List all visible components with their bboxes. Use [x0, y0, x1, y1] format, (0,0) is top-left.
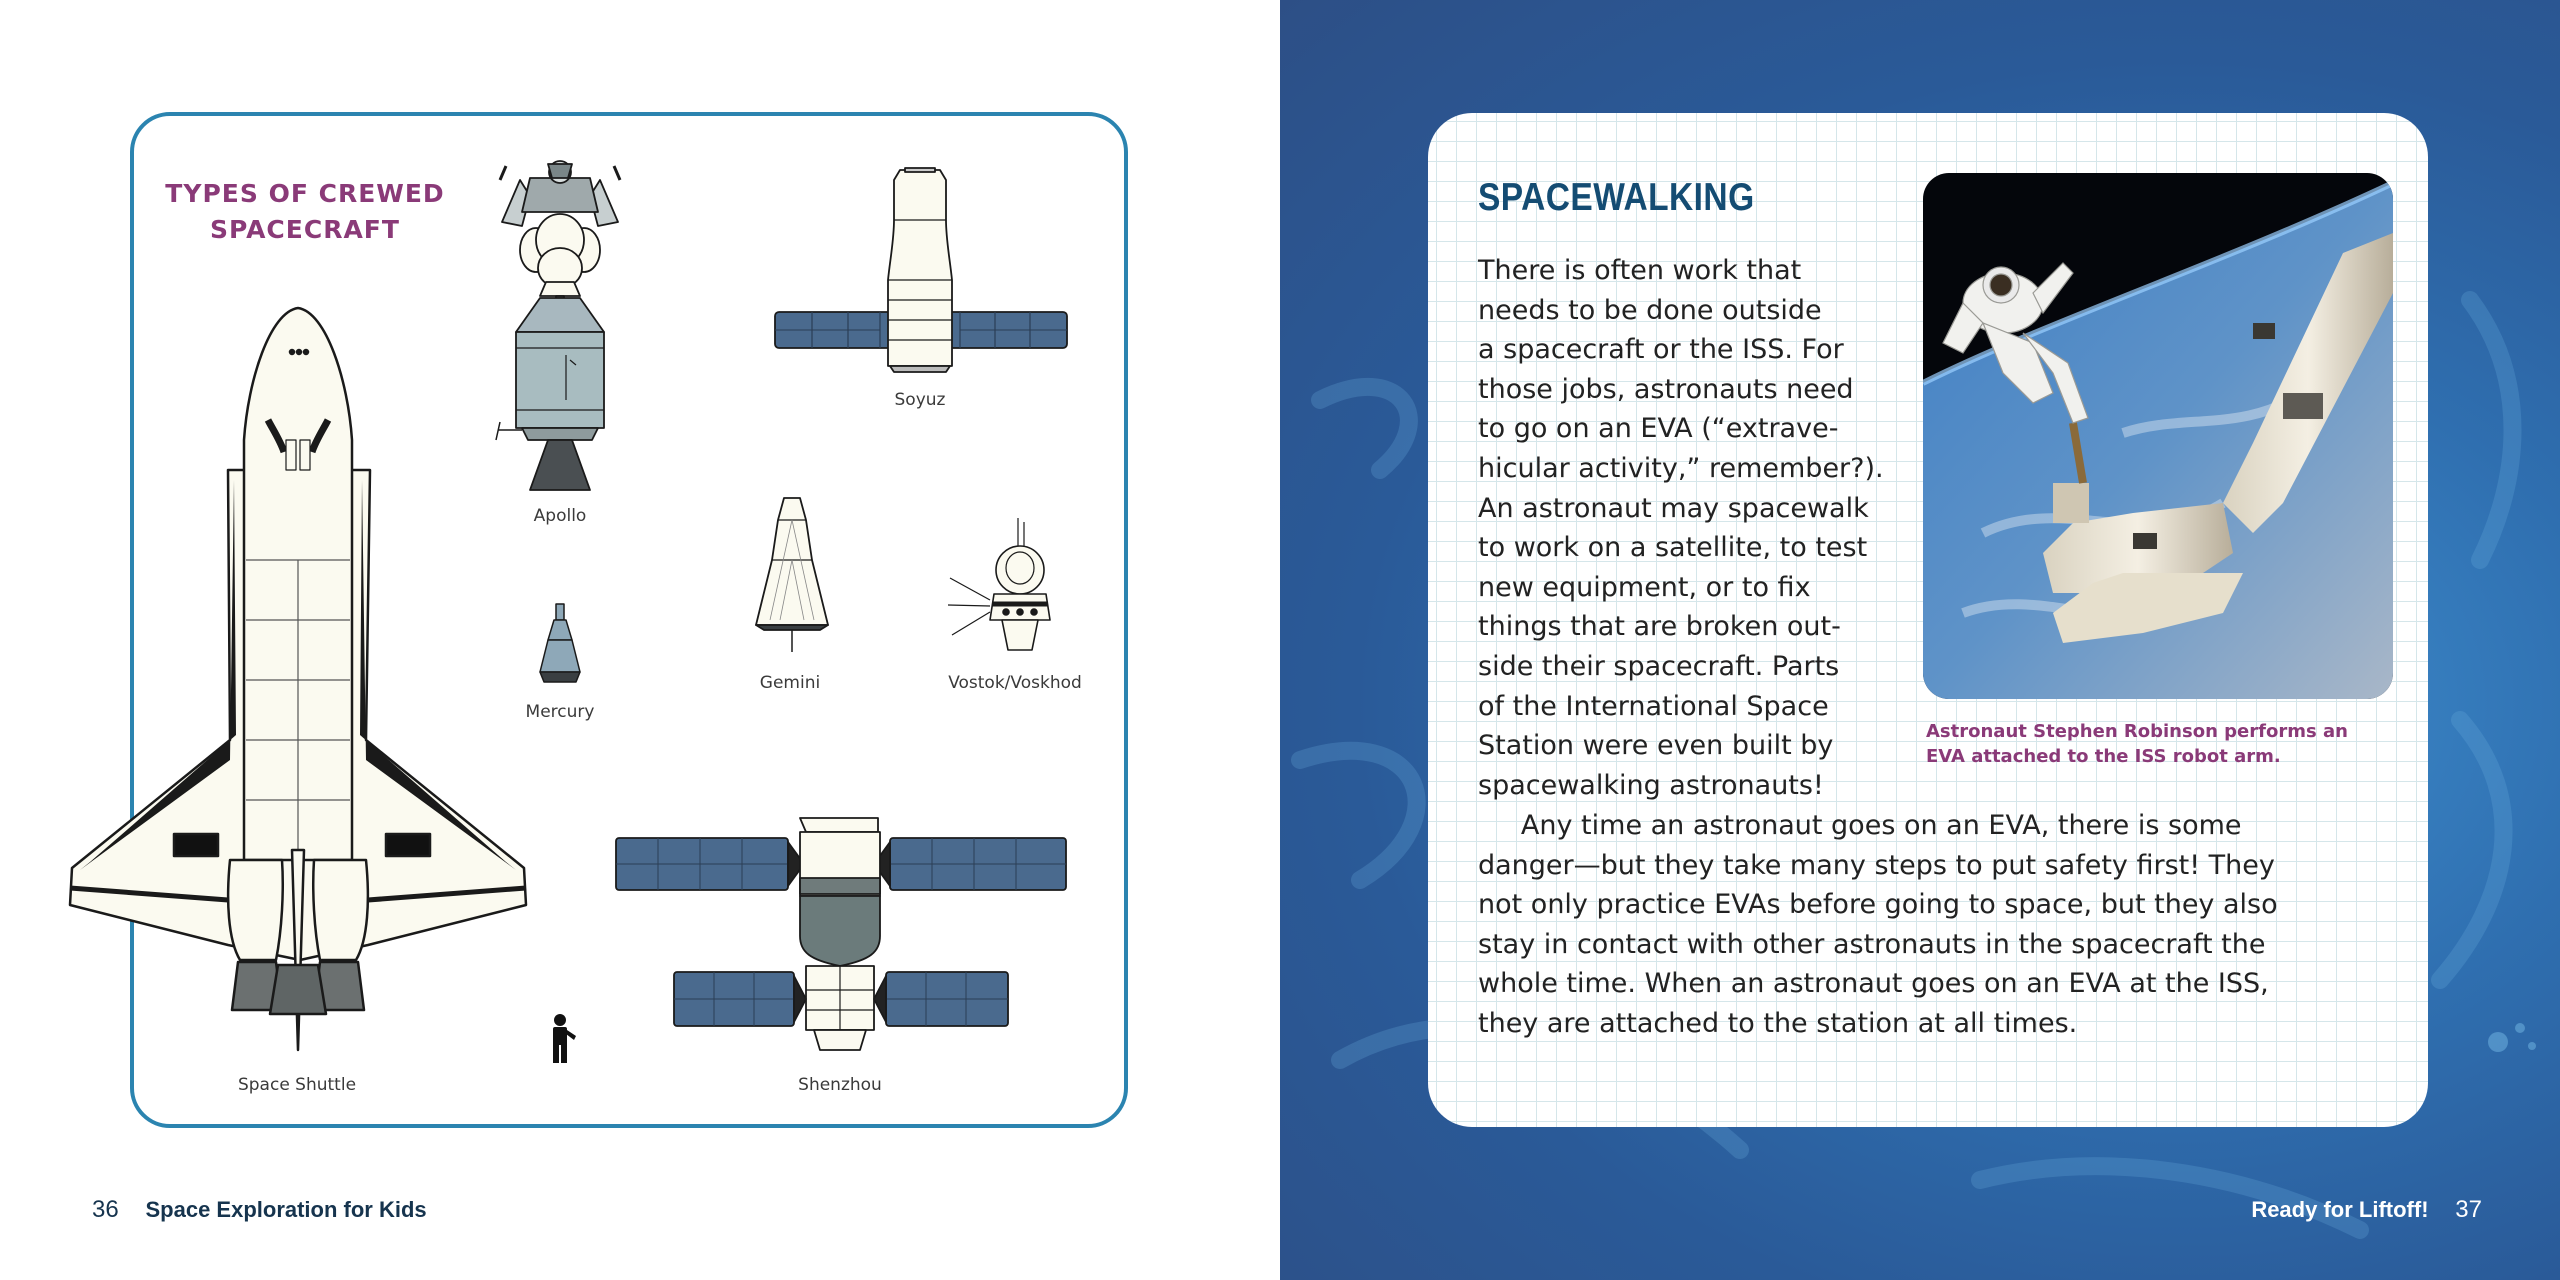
photo-caption-line-2: EVA attached to the ISS robot arm.	[1926, 746, 2281, 767]
label-vostok-voskhod: Vostok/Voskhod	[948, 673, 1082, 693]
label-space-shuttle: Space Shuttle	[237, 1075, 357, 1095]
photo-caption-line-1: Astronaut Stephen Robinson performs an	[1926, 721, 2348, 742]
p2-line: danger—but they take many steps to put safety first! They	[1478, 849, 2275, 881]
apollo-icon	[496, 161, 620, 490]
right-page-number: 37	[2455, 1196, 2482, 1223]
right-page	[1280, 0, 2560, 1280]
p2-line: not only practice EVAs before going to space, but they also	[1478, 889, 2278, 921]
p1-line: There is often work that	[1478, 255, 1802, 286]
left-folio	[92, 1196, 427, 1224]
label-apollo: Apollo	[533, 506, 587, 526]
panel-title-line-1: TYPES OF CREWED	[165, 179, 445, 208]
label-gemini: Gemini	[759, 673, 821, 693]
spacewalking-heading: SPACEWALKING	[1478, 176, 1755, 219]
p1-line: things that are broken out-	[1478, 611, 1841, 643]
label-shenzhou: Shenzhou	[798, 1075, 882, 1095]
right-running-title: Ready for Liftoff!	[2251, 1197, 2429, 1222]
photo-caption	[1926, 719, 2396, 769]
paragraph-1	[1478, 251, 1918, 805]
shenzhou-icon	[616, 818, 1066, 1050]
label-mercury: Mercury	[525, 702, 595, 722]
space-shuttle-icon	[70, 308, 526, 1050]
p2-line: stay in contact with other astronauts in the spacecraft the	[1478, 928, 2266, 960]
p2-line: Any time an astronaut goes on an EVA, there is some	[1478, 810, 2242, 841]
p1-line: a spacecraft or the ISS. For	[1478, 334, 1844, 366]
panel-title-line-2: SPACECRAFT	[210, 215, 400, 244]
p1-line: needs to be done outside	[1478, 294, 1822, 326]
gemini-icon	[756, 498, 828, 652]
p1-line: side their spacecraft. Parts	[1478, 650, 1840, 682]
right-folio	[2251, 1196, 2482, 1224]
vostok-voskhod-icon	[948, 518, 1050, 650]
p1-line: of the International Space	[1478, 690, 1829, 722]
p1-line: Station were even built by	[1478, 730, 1834, 762]
p1-line: to work on a satellite, to test	[1478, 532, 1868, 564]
p1-line: to go on an EVA (“extrave-	[1478, 413, 1839, 445]
p1-line: An astronaut may spacewalk	[1478, 492, 1869, 524]
left-page-number: 36	[92, 1196, 119, 1223]
mercury-icon	[540, 604, 580, 682]
scale-person-icon	[553, 1014, 576, 1063]
p2-line: they are attached to the station at all times.	[1478, 1007, 2078, 1039]
spacewalking-card	[1428, 113, 2428, 1127]
astronaut-photo	[1923, 173, 2393, 699]
label-soyuz: Soyuz	[894, 390, 946, 410]
p1-line: those jobs, astronauts need	[1478, 373, 1854, 405]
soyuz-icon	[775, 168, 1067, 372]
p1-line: spacewalking astronauts!	[1478, 769, 1824, 801]
astronaut-on-robot-arm-photo-icon	[1923, 173, 2393, 699]
p1-line: hicular activity,” remember?).	[1478, 452, 1884, 484]
p2-line: whole time. When an astronaut goes on an EVA at the ISS,	[1478, 968, 2269, 1000]
left-running-title: Space Exploration for Kids	[145, 1197, 427, 1222]
p1-line: new equipment, or to fix	[1478, 571, 1811, 603]
paragraph-2	[1478, 806, 2378, 1044]
